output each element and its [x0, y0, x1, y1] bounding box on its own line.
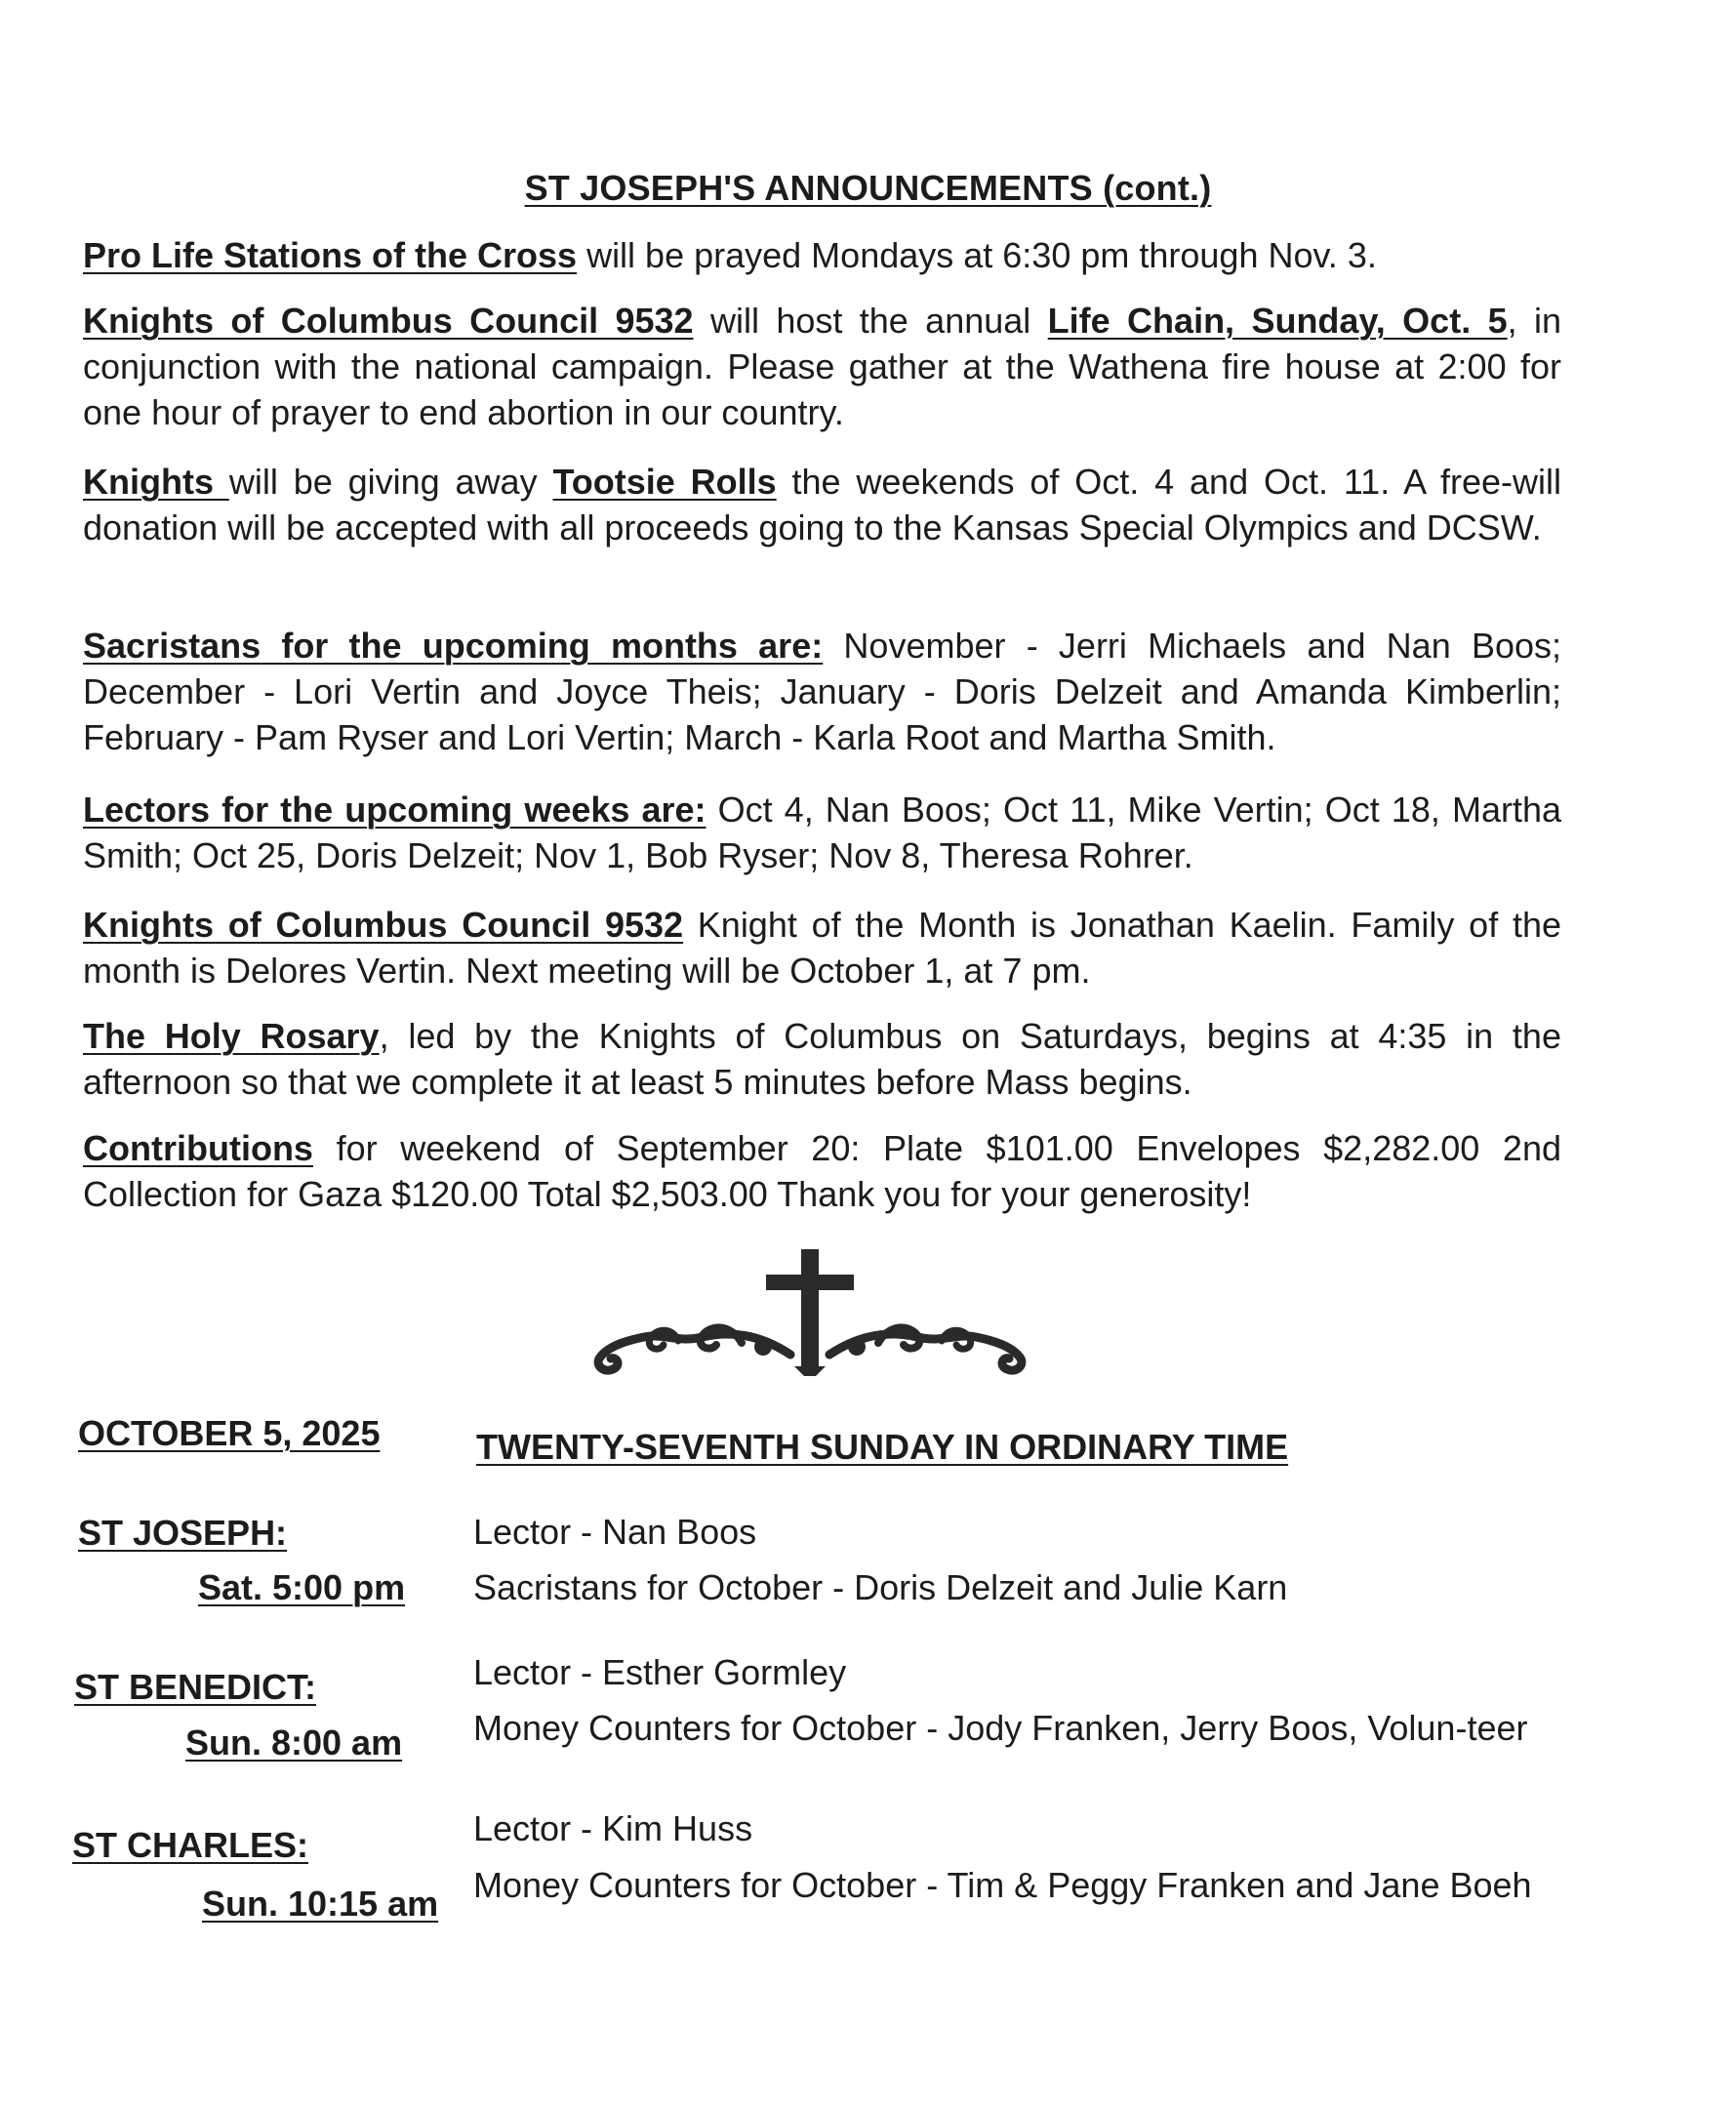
- announcement-text: will be prayed Mondays at 6:30 pm through Nov. 3.: [577, 235, 1377, 275]
- lector-line: Lector - Nan Boos: [473, 1512, 757, 1552]
- announcement-highlight: Tootsie Rolls: [552, 462, 777, 502]
- announcement-life-chain: [83, 298, 1561, 435]
- announcement-lead: Knights of Columbus Council 9532: [83, 301, 694, 341]
- announcement-lead: Lectors for the upcoming weeks are:: [83, 790, 707, 830]
- lector-line: Lector - Esther Gormley: [473, 1652, 847, 1692]
- announcement-highlight: Life Chain, Sunday, Oct. 5: [1047, 301, 1508, 341]
- parish-name: ST JOSEPH:: [78, 1513, 288, 1553]
- schedule-occasion: TWENTY-SEVENTH SUNDAY IN ORDINARY TIME: [476, 1427, 1289, 1467]
- announcement-sacristans: [83, 623, 1561, 760]
- page-title: ST JOSEPH'S ANNOUNCEMENTS (cont.): [524, 168, 1212, 208]
- announcement-lead: The Holy Rosary: [83, 1016, 380, 1056]
- announcement-lectors: [83, 787, 1561, 878]
- mass-time: Sat. 5:00 pm: [198, 1567, 406, 1607]
- announcement-text: , in conjunction with the national campaign. Please gather at the Wathena fire house at 2:00 for one hour of prayer to end abortion in our country.: [83, 301, 1562, 432]
- announcement-pro-life: [83, 232, 1561, 278]
- announcement-text: November - Jerri Michaels and Nan Boos; December - Lori Vertin and Joyce Theis; January - Doris Delzeit and Amanda Kimberlin; February - Pam Ryser and Lori Vertin; March - Karla Root and Martha Smith.: [83, 626, 1562, 757]
- announcement-text: Oct 4, Nan Boos; Oct 11, Mike Vertin; Oct 18, Martha Smith; Oct 25, Doris Delzeit; Nov 1, Bob Ryser; Nov 8, Theresa Rohrer.: [83, 790, 1561, 875]
- parish-name: ST CHARLES:: [72, 1825, 308, 1865]
- announcement-lead: Contributions: [83, 1128, 313, 1168]
- announcement-lead: Knights: [83, 462, 229, 502]
- announcement-lead: Knights of Columbus Council 9532: [83, 905, 684, 945]
- ministry-line: Money Counters for October - Jody Franken, Jerry Boos, Volun-teer: [473, 1708, 1528, 1748]
- announcement-text: Knight of the Month is Jonathan Kaelin. Family of the month is Delores Vertin. Next meeting will be October 1, at 7 pm.: [83, 905, 1561, 991]
- cross-ornament-icon: [585, 1237, 1034, 1384]
- mass-time: Sun. 10:15 am: [202, 1884, 439, 1924]
- lector-line: Lector - Kim Huss: [473, 1808, 753, 1848]
- ministry-line: Money Counters for October - Tim & Peggy Franken and Jane Boeh: [473, 1865, 1532, 1905]
- announcement-text: the weekends of Oct. 4 and Oct. 11. A free-will donation will be accepted with all proceeds going to the Kansas Special Olympics and DCSW.: [83, 462, 1561, 547]
- ministry-line: Sacristans for October - Doris Delzeit and Julie Karn: [473, 1567, 1288, 1607]
- announcement-text: for weekend of September 20: Plate $101.00 Envelopes $2,282.00 2nd Collection for Gaza $120.00 Total $2,503.00 Thank you for your generosity!: [83, 1128, 1561, 1214]
- schedule-date: OCTOBER 5, 2025: [78, 1413, 381, 1453]
- mass-time: Sun. 8:00 am: [185, 1723, 403, 1763]
- announcement-lead: Pro Life Stations of the Cross: [83, 235, 578, 275]
- announcement-contributions: [83, 1125, 1561, 1217]
- announcement-lead: Sacristans for the upcoming months are:: [83, 626, 824, 666]
- announcement-knight-of-month: [83, 902, 1561, 993]
- announcement-holy-rosary: [83, 1013, 1561, 1105]
- parish-name: ST BENEDICT:: [74, 1667, 317, 1707]
- announcement-tootsie-rolls: [83, 459, 1561, 550]
- announcement-text: , led by the Knights of Columbus on Saturdays, begins at 4:35 in the afternoon so that we complete it at least 5 minutes before Mass begins.: [83, 1016, 1561, 1102]
- announcement-text: will be giving away: [228, 462, 553, 502]
- announcement-text: will host the annual: [693, 301, 1048, 341]
